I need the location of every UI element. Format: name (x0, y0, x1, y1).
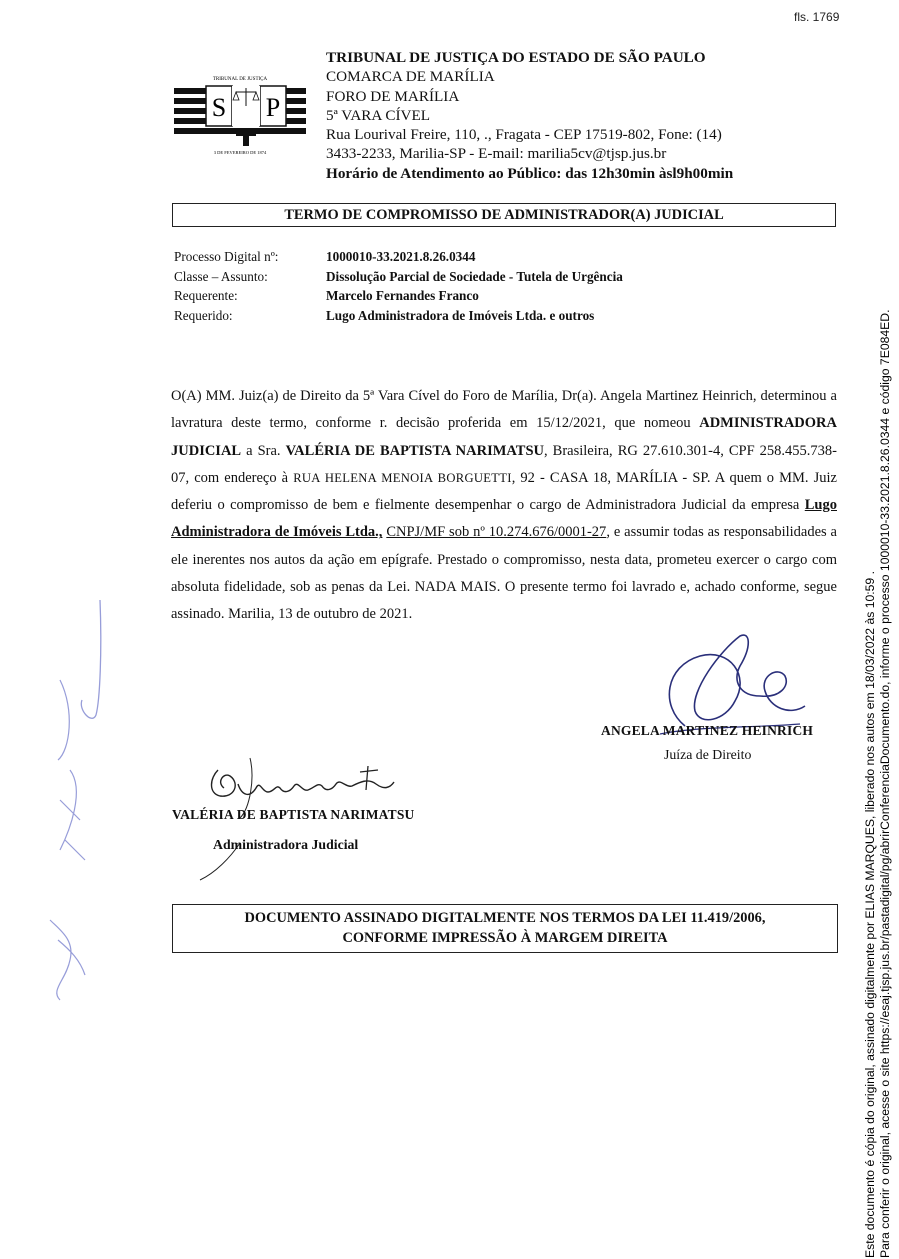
digital-notice-line-2: CONFORME IMPRESSÃO À MARGEM DIREITA (342, 930, 668, 946)
class-subject-value: Dissolução Parcial de Sociedade - Tutela de Urgência (326, 268, 623, 284)
body-text-part: , 92 - CASA 18, MARÍLIA - SP. A quem o MM. Juiz deferiu o compromisso de bem e fielmente desempenhar o cargo de Administradora Judicial da empresa (171, 469, 837, 514)
process-info-row (174, 306, 814, 326)
crest-letter-s: S (211, 93, 227, 122)
body-text-part: , e assumir todas as responsabilidades a ele inerentes nos autos da ação em epígrafe. Prestado o compromisso, nesta data, prometeu exercer o cargo com absoluta fidelidade, sob as penas da Lei. NADA MAIS. O presente termo foi lavrado e, achado conforme, segue assinado. Marilia, 13 de outubro de 2021. (171, 524, 837, 623)
digital-signature-notice (172, 904, 838, 953)
company-name: Lugo Administradora de Imóveis Ltda., (171, 497, 837, 541)
crest-bottom-text: 3 DE FEVEREIRO DE 1874 (213, 150, 267, 155)
address-line-2: 3433-2233, Marilia-SP - E-mail: marilia5cv@tjsp.jus.br (326, 145, 667, 163)
forum-name: FORO DE MARÍLIA (326, 87, 460, 105)
judge-name: ANGELA MARTINEZ HEINRICH (601, 723, 814, 738)
process-info (174, 247, 814, 325)
administrator-name-signature: VALÉRIA DE BAPTISTA NARIMATSU (172, 807, 415, 822)
administrator-role: Administradora Judicial (213, 837, 359, 852)
digital-notice-line-1: DOCUMENTO ASSINADO DIGITALMENTE NOS TERMOS DA LEI 11.419/2006, (244, 910, 766, 926)
district-name: COMARCA DE MARÍLIA (326, 68, 495, 86)
court-header (326, 48, 806, 183)
judge-role: Juíza de Direito (664, 747, 752, 762)
process-number-value: 1000010-33.2021.8.26.0344 (326, 249, 476, 264)
address-line-1: Rua Lourival Freire, 110, ., Fragata - CEP 17519-802, Fone: (14) (326, 126, 722, 144)
process-info-row (174, 286, 814, 306)
page-number: fls. 1769 (794, 10, 840, 24)
class-subject-label: Classe – Assunto: (174, 268, 268, 284)
process-info-row (174, 247, 814, 267)
commitment-body-text (171, 383, 837, 629)
document-title: TERMO DE COMPROMISSO DE ADMINISTRADOR(A) JUDICIAL (172, 203, 836, 227)
margin-note-line-1: Este documento é cópia do original, assinado digitalmente por ELIAS MARQUES, liberado nos autos em 18/03/2022 às 10:59 . (863, 571, 877, 1258)
court-crest-logo (172, 72, 308, 156)
administrator-name: VALÉRIA DE BAPTISTA NARIMATSU (285, 442, 545, 459)
body-text-part: O(A) MM. Juiz(a) de Direito da 5ª Vara Cível do Foro de Marília, Dr(a). Angela Martinez Heinrich, determinou a lavratura deste termo, conforme r. decisão proferida em 15/12/2021, que nomeou (171, 388, 837, 432)
court-division: 5ª VARA CÍVEL (326, 106, 431, 124)
plaintiff-label: Requerente: (174, 288, 238, 303)
appointed-role: ADMINISTRADORA JUDICIAL (171, 415, 837, 459)
body-text-part: , Brasileira, RG 27.610.301-4, CPF 258.455.738-07, com endereço à (171, 442, 838, 486)
process-info-row (174, 267, 814, 287)
digital-copy-margin-note (863, 178, 892, 1258)
plaintiff-value: Marcelo Fernandes Franco (326, 288, 479, 303)
margin-handwriting-image (30, 590, 130, 1010)
process-number-label: Processo Digital nº: (174, 249, 279, 264)
margin-note-line-2: Para conferir o original, acesse o site https://esaj.tjsp.jus.br/pastadigital/pg/abrirConferenciaDocumento.do, informe o processo 1000010-33.2021.8.26.0344 e código 7E084ED. (877, 309, 892, 1258)
crest-top-text: TRIBUNAL DE JUSTIÇA (212, 77, 268, 82)
service-hours: Horário de Atendimento ao Público: das 12h30min àsl9h00min (326, 164, 734, 182)
defendant-label: Requerido: (174, 307, 233, 323)
administrator-street: RUA HELENA MENOIA BORGUETTI (293, 470, 512, 485)
company-cnpj: CNPJ/MF sob nº 10.274.676/0001-27 (386, 524, 607, 541)
judge-signature-image (640, 626, 820, 736)
defendant-value: Lugo Administradora de Imóveis Ltda. e outros (326, 307, 595, 323)
body-text-part: a Sra. (241, 442, 286, 459)
crest-letter-p: P (265, 93, 281, 122)
court-name: TRIBUNAL DE JUSTIÇA DO ESTADO DE SÃO PAULO (326, 49, 706, 66)
